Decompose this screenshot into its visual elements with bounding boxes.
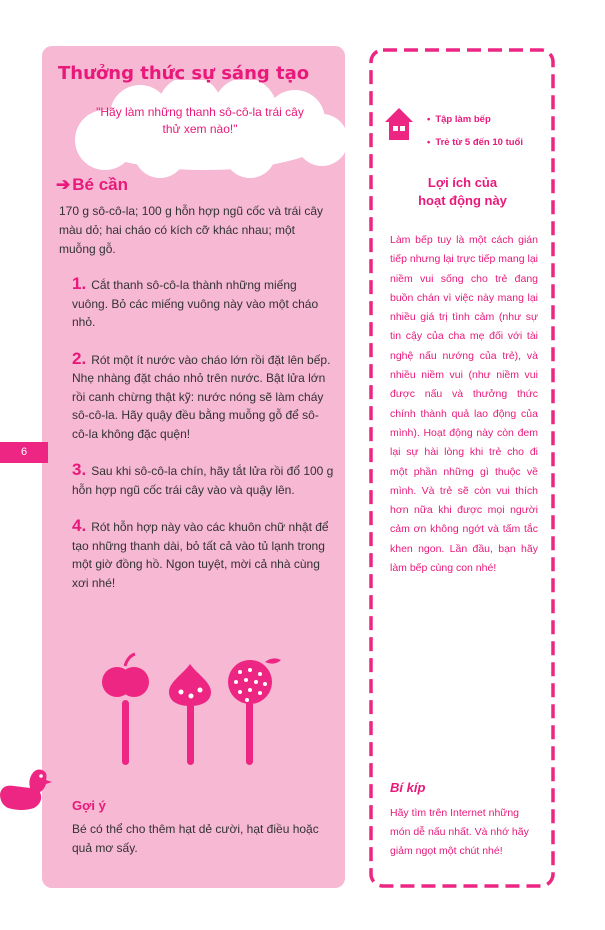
lollipops-illustration — [95, 650, 285, 770]
benefits-heading-line1: Lợi ích của — [427, 175, 498, 190]
house-icon — [385, 108, 413, 140]
page-title: Thưởng thức sự sáng tạo — [58, 63, 310, 84]
ingredients-text: 170 g sô-cô-la; 100 g hỗn hợp ngũ cốc và trái cây màu dỏ; hai cháo có kích cỡ khác nhau; một muỗng gỗ. — [59, 204, 324, 256]
meta-category: • Tập làm bếp — [427, 108, 523, 131]
benefits-heading — [385, 174, 540, 210]
arrow-right-icon: ➔ — [56, 175, 71, 194]
step-number: 1. — [72, 274, 87, 293]
step-number: 4. — [72, 516, 87, 535]
ingredients-heading-label: Bé cần — [72, 175, 128, 194]
activity-meta — [427, 108, 523, 154]
secret-text: Hãy tìm trên Internet những món dễ nấu nhất. Và nhớ hãy giảm ngọt một chút nhé! — [390, 807, 529, 857]
apple-lollipop-icon — [102, 654, 149, 765]
benefits-text: Làm bếp tuy là một cách gián tiếp nhưng lại trực tiếp mang lại niềm vui sống cho trẻ đang buồn chán vì việc này mang lại nhiều giá trị tình cảm (như sự tin cậy của cha mẹ đối với tài nghệ nấu nướng của trẻ), và nhiều niềm vui (như niềm vui được nấu và thưởng thức chính thành quả lao động của mình). Hoạt động này còn đem lại sự hài lòng khi trẻ cho đi một phần những gì thuộc về mình. Và trẻ sẽ còn vui thích hơn nữa khi được mọi người cảm ơn không ngớt và tấm tắc khen ngon. Lần đầu, bạn hãy làm bếp cùng con nhé! — [390, 234, 538, 575]
tip-text: Bé có thể cho thêm hạt dẻ cười, hạt điều hoặc quả mơ sấy. — [72, 822, 319, 855]
fig-lollipop-icon — [169, 664, 211, 765]
step-item — [72, 275, 334, 332]
secret-heading: Bí kíp — [390, 780, 426, 795]
ingredients-heading — [56, 175, 128, 195]
meta-age: • Trẻ từ 5 đến 10 tuổi — [427, 131, 523, 154]
step-number: 2. — [72, 348, 87, 368]
step-item — [72, 461, 334, 499]
step-text: Rót hỗn hợp này vào các khuôn chữ nhật để tạo những thanh dài, bỏ tất cả vào tủ lạnh trong một giờ đồng hồ. Ngon tuyệt, mời cả nhà cùng xơi nhé! — [72, 520, 329, 590]
intro-quote: "Hãy làm những thanh sô-cô-la trái cây thử xem nào!" — [96, 105, 304, 136]
step-number: 3. — [72, 460, 87, 479]
step-item — [72, 517, 334, 592]
dotted-lollipop-icon — [228, 658, 281, 765]
step-text: Rót một ít nước vào cháo lớn rồi đặt lên bếp. Nhẹ nhàng đặt cháo nhỏ trên nước. Bật lửa lớn rồi canh chừng thật kỹ: nước nóng sẽ làm cháy sô-cô-la. Hãy quậy đều bằng muỗng gỗ để sô-cô-la không đặc quện! — [72, 352, 331, 441]
tip-heading: Gợi ý — [72, 798, 106, 813]
step-item — [72, 350, 334, 444]
duck-icon — [0, 762, 52, 814]
steps-list — [72, 275, 334, 610]
step-text: Sau khi sô-cô-la chín, hãy tắt lửa rồi đổ 100 g hỗn hợp ngũ cốc trái cây vào và quậy lên. — [72, 464, 334, 497]
page-number-tab: 6 — [0, 442, 48, 463]
benefits-heading-line2: hoạt động này — [418, 193, 507, 208]
step-text: Cắt thanh sô-cô-la thành những miếng vuông. Bỏ các miếng vuông này vào một cháo nhỏ. — [72, 278, 319, 329]
